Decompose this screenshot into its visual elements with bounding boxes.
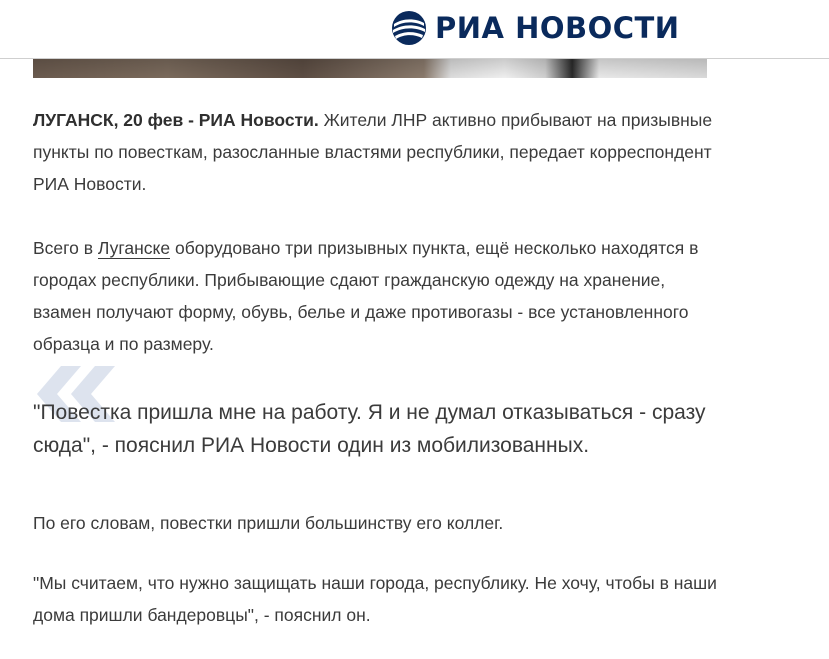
lead-text: Жители ЛНР активно прибывают на призывные пункты по повесткам, разосланные властями республики, передает корреспондент РИА Новости.: [33, 110, 713, 194]
ria-globe-logo-icon: [391, 10, 427, 46]
article-body-continued: [33, 507, 733, 659]
paragraph-text: оборудовано три призывных пункта, ещё несколько находятся в городах республики. Прибывающие сдают гражданскую одежду на хранение, взамен получают форму, обувь, белье и даже противогазы - все установленного образца и по размеру.: [33, 238, 699, 354]
site-header: [0, 0, 829, 59]
article-body: [33, 104, 713, 360]
article-dateline: ЛУГАНСК, 20 фев - РИА Новости.: [33, 110, 319, 130]
site-logo-link[interactable]: [391, 9, 680, 47]
article-paragraph-3: По его словам, повестки пришли большинству его коллег.: [33, 513, 504, 533]
luhansk-link[interactable]: Луганске: [97, 238, 171, 258]
article-paragraph-2: [33, 232, 713, 360]
logo-text: РИА НОВОСТИ: [435, 11, 680, 45]
article-lead-paragraph: [33, 104, 713, 200]
article-quote: [33, 362, 733, 472]
article-photo: [33, 59, 707, 78]
quote-text: "Повестка пришла мне на работу. Я и не думал отказываться - сразу сюда", - пояснил РИА Новости один из мобилизованных.: [33, 401, 706, 457]
paragraph-text: Всего в: [33, 238, 98, 258]
article-paragraph-4: "Мы считаем, что нужно защищать наши города, республику. Не хочу, чтобы в наши дома пришли бандеровцы", - пояснил он.: [33, 573, 717, 625]
